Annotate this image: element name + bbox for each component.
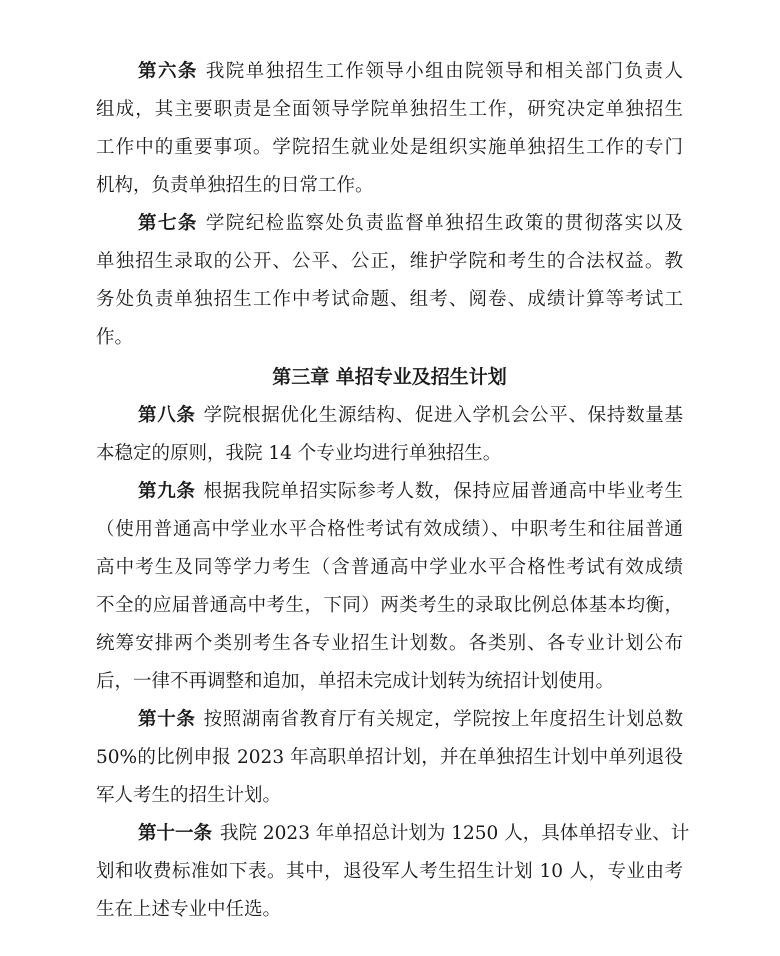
text-line (96, 587, 683, 625)
article-label: 第十条 (138, 709, 196, 730)
document-body (96, 53, 690, 929)
line-text: 高中考生及同等学力考生（含普通高中学业水平合格性考试有效成绩 (96, 557, 683, 578)
text-line (96, 319, 683, 357)
text-line (96, 167, 683, 205)
chapter-heading: 第三章 单招专业及招生计划 (272, 366, 507, 388)
text-line (96, 625, 683, 663)
line-text: 学院纪检监察处负责监督单独招生政策的贯彻落实以及 (205, 213, 683, 234)
line-text: 工作中的重要事项。学院招生就业处是组织实施单独招生工作的专门 (96, 137, 683, 158)
text-line (96, 511, 683, 549)
line-text: 机构，负责单独招生的日常工作。 (96, 175, 374, 196)
text-line (96, 281, 683, 319)
text-line (96, 663, 683, 701)
text-line (96, 853, 683, 891)
line-text: 后，一律不再调整和追加，单招未完成计划转为统招计划使用。 (96, 671, 615, 692)
line-text: 按照湖南省教育厅有关规定，学院按上年度招生计划总数 (203, 709, 683, 730)
article-paragraph (96, 53, 683, 205)
line-text: 作。 (96, 327, 134, 348)
article-label: 第十一条 (138, 823, 213, 844)
line-text: 军人考生的招生计划。 (96, 785, 282, 806)
article-paragraph (96, 397, 683, 473)
line-text: 学院根据优化生源结构、促进入学机会公平、保持数量基 (203, 405, 683, 426)
line-text: 本稳定的原则，我院 14 个专业均进行单独招生。 (96, 443, 502, 464)
text-line (96, 397, 683, 435)
text-line (96, 129, 683, 167)
line-text: 我院单独招生工作领导小组由院领导和相关部门负责人 (205, 61, 683, 82)
line-text: 务处负责单独招生工作中考试命题、组考、阅卷、成绩计算等考试工 (96, 289, 683, 310)
article-paragraph (96, 815, 690, 929)
line-text: 生在上述专业中任选。 (96, 899, 282, 920)
text-line (96, 205, 683, 243)
text-line (96, 777, 683, 815)
text-line (96, 739, 683, 777)
line-text: 单独招生录取的公开、公平、公正，维护学院和考生的合法权益。教 (96, 251, 683, 272)
line-text: （使用普通高中学业水平合格性考试有效成绩）、中职考生和往届普通 (96, 519, 683, 540)
text-line (96, 549, 683, 587)
article-label: 第七条 (138, 213, 198, 234)
article-label: 第九条 (138, 481, 196, 502)
line-text: 我院 2023 年单招总计划为 1250 人，具体单招专业、计 (220, 823, 690, 844)
article-label: 第八条 (138, 405, 196, 426)
text-line (96, 435, 683, 473)
text-line (96, 891, 683, 929)
article-label: 第六条 (138, 61, 198, 82)
text-line (96, 815, 690, 853)
article-paragraph (96, 473, 683, 701)
text-line (96, 91, 683, 129)
text-line (96, 53, 683, 91)
text-line (96, 243, 683, 281)
article-paragraph (96, 205, 683, 357)
line-text: 统筹安排两个类别考生各专业招生计划数。各类别、各专业计划公布 (96, 633, 683, 654)
line-text: 不全的应届普通高中考生，下同）两类考生的录取比例总体基本均衡， (96, 595, 683, 616)
line-text: 划和收费标准如下表。其中，退役军人考生招生计划 10 人，专业由考 (96, 861, 683, 882)
line-text: 50%的比例申报 2023 年高职单招计划，并在单独招生计划中单列退役 (96, 747, 683, 768)
article-paragraph (96, 701, 683, 815)
line-text: 组成，其主要职责是全面领导学院单独招生工作，研究决定单独招生 (96, 99, 683, 120)
line-text: 根据我院单招实际参考人数，保持应届普通高中毕业考生 (203, 481, 683, 502)
text-line (96, 473, 683, 511)
text-line (96, 701, 683, 739)
